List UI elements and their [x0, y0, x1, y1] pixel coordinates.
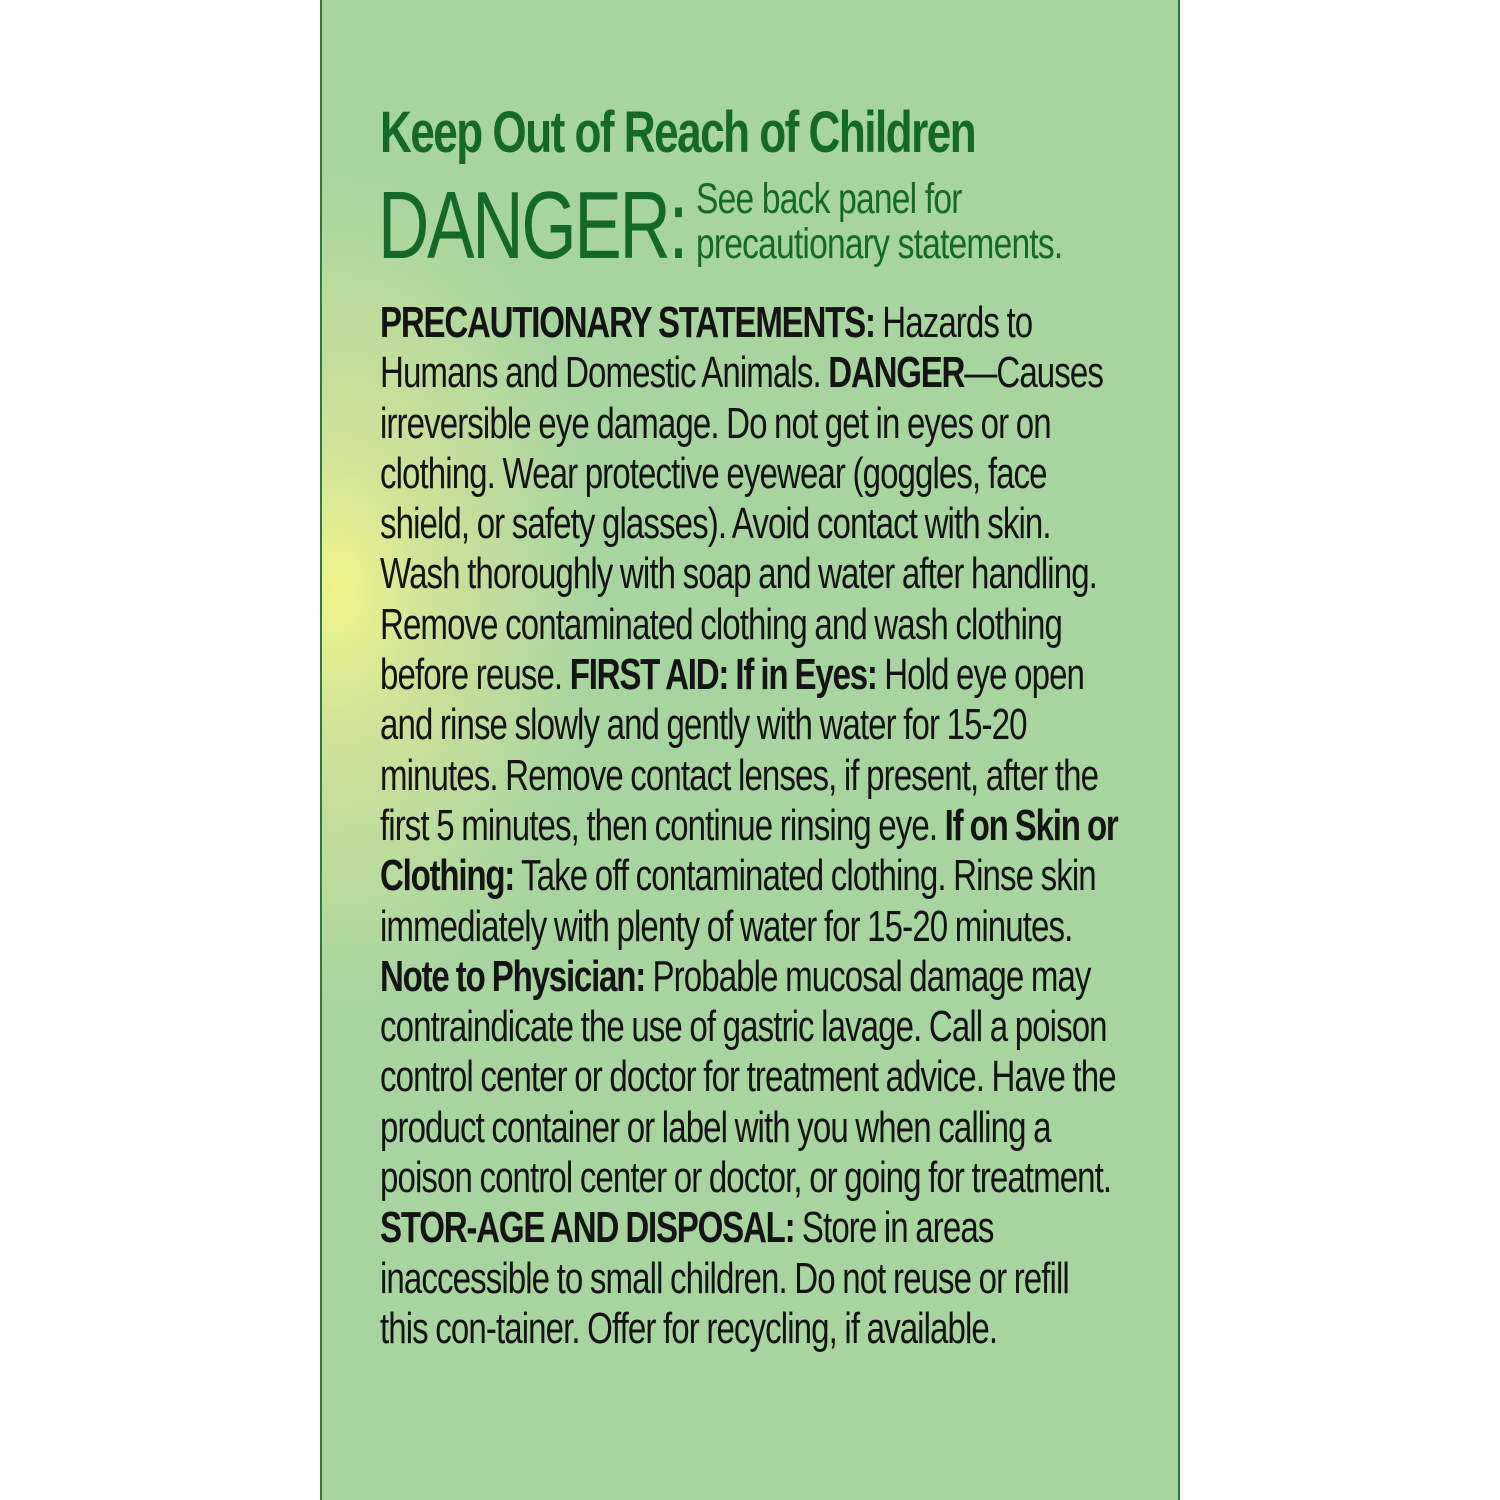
danger-text: —Causes irreversible eye damage. Do not get in eyes or on clothing. Wear protective eyewear (goggles, face shield, or safety glasses). Avoid contact with skin. Wash thoroughly with soap and water after handling. Remove contaminated clothing and wash clothing before reuse.	[380, 349, 1103, 700]
precautionary-heading: PRECAUTIONARY STATEMENTS:	[380, 299, 875, 347]
storage-disposal-text: Store in areas inaccessible to small children. Do not reuse or refill this con-tainer. Offer for recycling, if available.	[380, 1204, 1069, 1353]
note-to-physician-text: Probable mucosal damage may contraindicate the use of gastric lavage. Call a poison control center or doctor for treatment advice. Have the product container or label with you when calling a poison control center or doctor, or going for treatment.	[380, 952, 1116, 1203]
precautionary-statements-text	[380, 298, 1121, 1354]
first-aid-eyes-text: Hold eye open and rinse slowly and gently with water for 15-20 minutes. Remove contact lenses, if present, after the first 5 minutes, then continue rinsing eye.	[380, 651, 1099, 850]
precautionary-text: Hazards to Humans and Domestic Animals.	[380, 299, 1033, 398]
note-to-physician-heading: Note to Physician:	[380, 952, 646, 1001]
danger-signal-word: DANGER:	[378, 172, 687, 279]
skin-clothing-heading: If on Skin or Clothing:	[380, 801, 1118, 901]
first-aid-eyes-heading: FIRST AID: If in Eyes:	[569, 651, 877, 700]
skin-clothing-text: Take off contaminated clothing. Rinse skin immediately with plenty of water for 15-20 minutes.	[380, 852, 1096, 951]
keep-out-of-reach-heading: Keep Out of Reach of Children	[380, 100, 976, 165]
storage-disposal-heading: STOR-AGE AND DISPOSAL:	[380, 1204, 795, 1253]
danger-heading: DANGER	[828, 349, 965, 398]
product-label-panel	[320, 0, 1180, 1500]
danger-back-panel-note: See back panel for precautionary statements.	[696, 175, 1063, 268]
